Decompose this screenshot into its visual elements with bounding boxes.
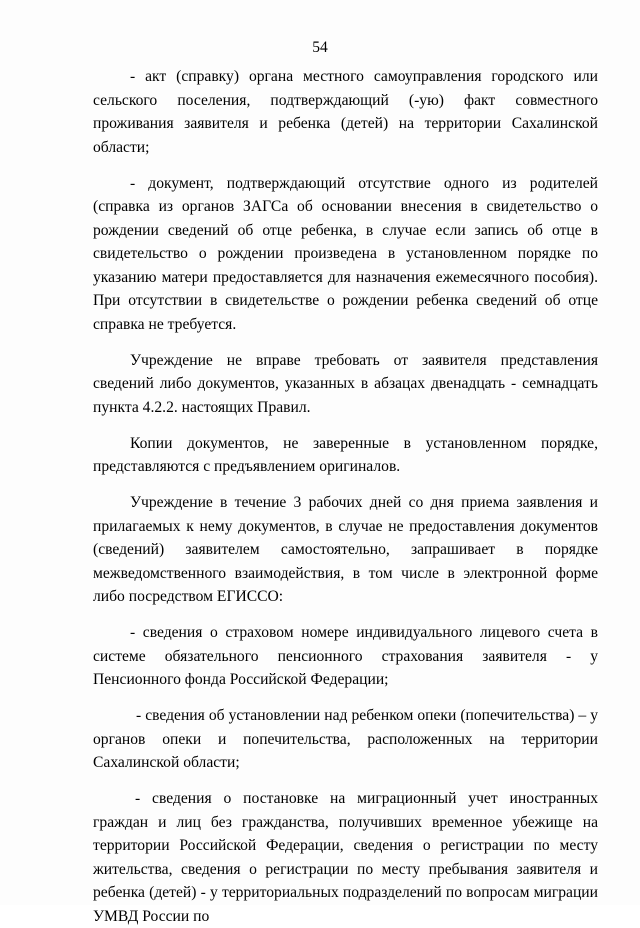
page-number: 54: [312, 39, 328, 56]
paragraph-interagency-request: Учреждение в течение 3 рабочих дней со дня приема заявления и прилагаемых к нему документов, в случае не предоставления документов (сведений) заявителем самостоятельно, запрашивает в порядке межведомственного взаимодействия, в том числе в электронной форме либо посредством ЕГИССО:: [93, 494, 598, 605]
paragraph-document-absence-parent: - документ, подтверждающий отсутствие одного из родителей (справка из органов ЗАГСа об основании внесения в свидетельство о рождении сведений об отце ребенка, в случае если запись об отце в свидетельство о рождении произведена в установленном порядке по указанию матери предоставляется для назначения ежемесячного пособия). При отсутствии в свидетельстве о рождении ребенка сведений об отце справка не требуется.: [93, 174, 598, 333]
paragraph-pension-fund-info: - сведения о страховом номере индивидуального лицевого счета в системе обязательного пенсионного страхования заявителя - у Пенсионного фонда Российской Федерации;: [93, 624, 598, 688]
paragraph-guardianship-info: - сведения об установлении над ребенком опеки (попечительства) – у органов опеки и попечительства, расположенных на территории Сахалинской области;: [93, 707, 598, 771]
paragraph-migration-info: - сведения о постановке на миграционный учет иностранных граждан и лиц без гражданства, получивших временное убежище на территории Российской Федерации, сведения о регистрации по месту жительства, сведения о регистрации по месту пребывания заявителя и ребенка (детей) - у территориальных подразделений по вопросам миграции УМВД России по: [93, 790, 598, 925]
body-text: [93, 65, 598, 928]
paragraph-akt-spravka: - акт (справку) органа местного самоуправления городского или сельского поселения, подтверждающий (-ую) факт совместного проживания заявителя и ребенка (детей) на территории Сахалинской области;: [93, 68, 598, 156]
paragraph-document-copies: Копии документов, не заверенные в установленном порядке, представляются с предъявлением оригиналов.: [93, 434, 598, 475]
paragraph-institution-not-entitled: Учреждение не вправе требовать от заявителя представления сведений либо документов, указанных в абзацах двенадцать - семнадцать пункта 4.2.2. настоящих Правил.: [93, 351, 598, 416]
